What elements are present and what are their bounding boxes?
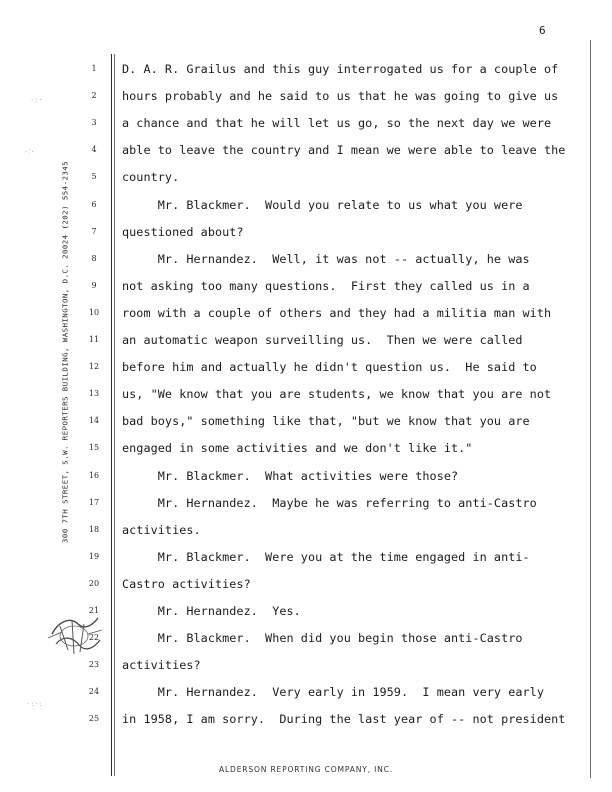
line-number: 17 bbox=[88, 497, 100, 507]
transcript-line: in 1958, I am sorry. During the last year of -- not president bbox=[122, 712, 566, 727]
line-number: 9 bbox=[91, 280, 97, 290]
transcript-line: a chance and that he will let us go, so the next day we were bbox=[122, 116, 552, 131]
page-number: 6 bbox=[539, 24, 546, 37]
line-number: 18 bbox=[88, 524, 100, 534]
left-margin-rule-inner bbox=[114, 54, 115, 776]
line-number: 13 bbox=[88, 389, 100, 399]
line-number: 5 bbox=[91, 172, 97, 182]
transcript-line: questioned about? bbox=[122, 224, 244, 239]
line-number: 14 bbox=[88, 416, 100, 426]
transcript-line: hours probably and he said to us that he was going to give us bbox=[122, 89, 559, 104]
transcript-line: us, "We know that you are students, we know that you are not bbox=[122, 387, 552, 402]
transcript-line: Mr. Blackmer. Were you at the time engaged in anti- bbox=[122, 549, 530, 564]
line-number: 10 bbox=[88, 307, 100, 317]
scan-speck: ·⁚· bbox=[24, 148, 35, 156]
line-number: 12 bbox=[88, 362, 100, 372]
transcript-line: Mr. Blackmer. What activities were those? bbox=[122, 468, 459, 483]
left-margin-rule-outer bbox=[111, 54, 112, 776]
transcript-line: room with a couple of others and they had a militia man with bbox=[122, 305, 552, 320]
line-number: 23 bbox=[88, 660, 100, 670]
line-number: 24 bbox=[88, 687, 100, 697]
reporter-address-text: 300 7TH STREET, S.W. REPORTERS BUILDING, WASHINGTON, D.C. 20024 (202) 554-2345 bbox=[60, 160, 70, 544]
transcript-line: Castro activities? bbox=[122, 576, 251, 591]
line-number: 4 bbox=[91, 145, 97, 155]
line-number: 2 bbox=[91, 91, 97, 101]
transcript-line: Mr. Hernandez. Yes. bbox=[122, 604, 301, 618]
transcript-line: Mr. Hernandez. Very early in 1959. I mean very early bbox=[122, 685, 544, 700]
line-number: 8 bbox=[91, 253, 97, 263]
reporting-company-footer: ALDERSON REPORTING COMPANY, INC. bbox=[219, 765, 393, 774]
transcript-line: Mr. Hernandez. Well, it was not -- actually, he was bbox=[122, 251, 530, 266]
transcript-line: able to leave the country and I mean we were able to leave the bbox=[122, 143, 566, 158]
transcript-line: country. bbox=[122, 170, 180, 185]
transcript-line: activities. bbox=[122, 522, 201, 537]
line-number: 21 bbox=[88, 606, 100, 615]
line-number: 22 bbox=[88, 633, 100, 643]
transcript-line: Mr. Blackmer. Would you relate to us what you were bbox=[122, 197, 523, 212]
line-number: 7 bbox=[91, 226, 97, 236]
transcript-line: Mr. Hernandez. Maybe he was referring to anti-Castro bbox=[122, 495, 537, 510]
transcript-line: bad boys," something like that, "but we know that you are bbox=[122, 414, 530, 429]
line-number: 16 bbox=[88, 470, 100, 480]
stamp-mark-icon bbox=[44, 604, 104, 660]
line-number: 1 bbox=[91, 64, 97, 73]
transcript-line: engaged in some activities and we don't like it." bbox=[122, 441, 473, 456]
line-number: 19 bbox=[88, 551, 100, 561]
transcript-line: an automatic weapon surveilling us. Then we were called bbox=[122, 333, 523, 347]
transcript-line: not asking too many questions. First they called us in a bbox=[122, 278, 530, 293]
transcript-line: before him and actually he didn't question us. He said to bbox=[122, 360, 537, 375]
line-number: 11 bbox=[88, 335, 100, 344]
line-number: 3 bbox=[91, 118, 97, 128]
transcript-line: D. A. R. Grailus and this guy interrogated us for a couple of bbox=[122, 62, 559, 76]
line-number: 20 bbox=[88, 578, 100, 588]
line-number: 6 bbox=[91, 199, 97, 209]
right-margin-rule bbox=[590, 40, 591, 778]
scan-speck: ·:· bbox=[30, 96, 43, 104]
line-number: 15 bbox=[88, 443, 100, 453]
scan-speck: ·:·: bbox=[26, 700, 43, 708]
transcript-line: activities? bbox=[122, 658, 201, 673]
transcript-line: Mr. Blackmer. When did you begin those anti-Castro bbox=[122, 631, 523, 646]
line-number: 25 bbox=[88, 714, 100, 724]
